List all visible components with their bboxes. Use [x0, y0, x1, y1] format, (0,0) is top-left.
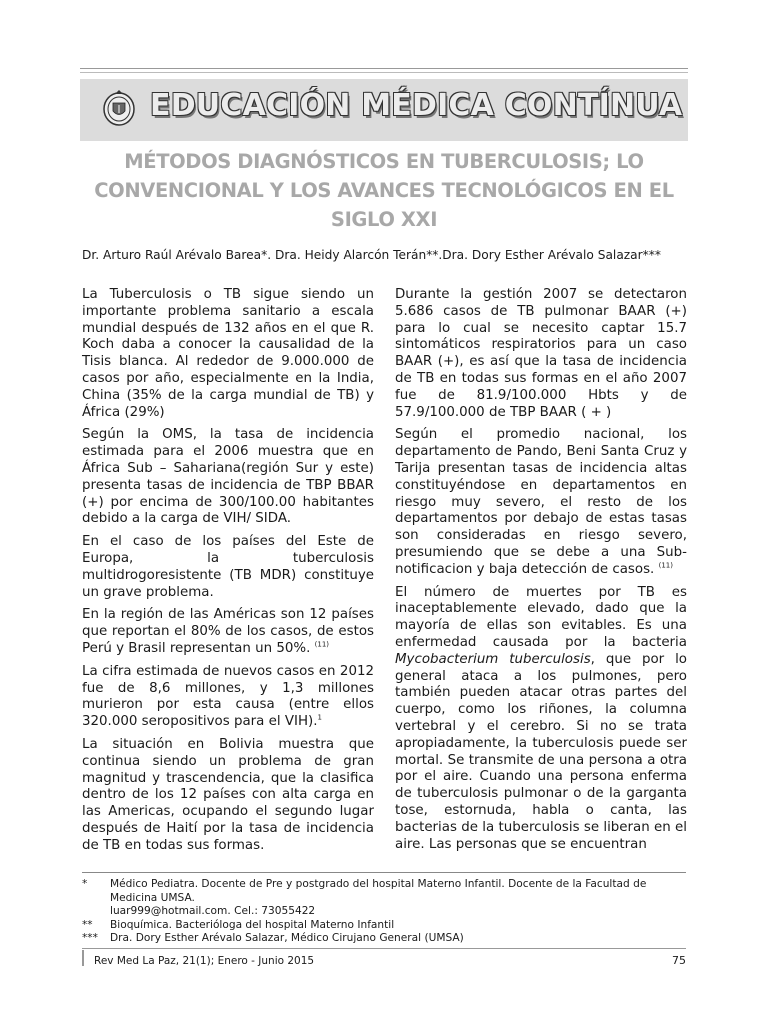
paragraph: Según el promedio nacional, los departamento de Pando, Beni Santa Cruz y Tarija presentan tasas de incidencia altas constituyéndose en departamentos en riesgo muy severo, el resto de los departamentos por debajo de estas tasas son consideradas en riesgo severo, presumiendo que se debe a una Sub-notificacion y baja detección de casos. $^{(11)}$: [395, 427, 687, 577]
paragraph: En el caso de los países del Este de Europa, la tuberculosis multidrogoresistente (TB MDR) constituye un grave problema.: [82, 534, 374, 600]
footer-bar: [82, 950, 84, 966]
university-seal-icon: [102, 89, 136, 127]
paragraph: Durante la gestión 2007 se detectaron 5.686 casos de TB pulmonar BAAR (+) para lo cual se necesito captar 15.7 sintomáticos respiratorios para un caso BAAR (+), es así que la tasa de incidencia de TB en todas sus formas en el año 2007 fue de 81.9/100.000 Hbts y de 57.9/100.000 de TBP BAAR ( + ): [395, 287, 687, 420]
footnote-rule: [82, 872, 686, 873]
citation-ref: (11): [314, 640, 330, 649]
header-rule-secondary: [80, 72, 688, 73]
paragraph: En la región de las Américas son 12 países que reportan el 80% de los casos, de estos Perú y Brasil representan un 50%. $^{(11)}$: [82, 607, 374, 656]
footnote: * Médico Pediatra. Docente de Pre y postgrado del hospital Materno Infantil. Docente de la Facultad de Medicina UMSA.: [82, 878, 647, 904]
article-title: MÉTODOS DIAGNÓSTICOS EN TUBERCULOSIS; LO CONVENCIONAL Y LOS AVANCES TECNOLÓGICOS EN EL SIGLO XXI: [94, 150, 674, 231]
paragraph: La situación en Bolivia muestra que continua siendo un problema de gran magnitud y trascendencia, que la clasifica dentro de los 12 países con alta carga en las Americas, ocupando el segundo lugar después de Haití por la tasa de incidencia de TB en todas sus formas.: [82, 736, 374, 853]
right-column: [395, 287, 687, 859]
left-column: [82, 287, 374, 861]
citation-ref: (11): [658, 561, 673, 570]
paragraph: El número de muertes por TB es inaceptablemente elevado, dado que la mayoría de ellas son evitables. Es una enfermedad causada por la bacteria Mycobacterium tuberculosis, que por lo general ataca a los pulmones, pero también pueden atacar otras partes del cuerpo, como los riñones, la columna vertebral y el cerebro. Si no se trata apropiadamente, la tuberculosis puede ser mortal. Se transmite de una persona a otra por el aire. Cuando una persona enferma de tuberculosis pulmonar o de la garganta tose, estornuda, habla o canta, las bacterias de la tuberculosis se liberan en el aire. Las personas que se encuentran: [395, 584, 687, 852]
footnote: *** Dra. Dory Esther Arévalo Salazar, Médico Cirujano General (UMSA): [82, 932, 464, 944]
citation-ref: 1: [317, 713, 322, 722]
paragraph: Según la OMS, la tasa de incidencia estimada para el 2006 muestra que en África Sub – Sahariana(región Sur y este) presenta tasas de incidencia de TBP BBAR (+) por encima de 300/100.00 habitantes debido a la carga de VIH/ SIDA.: [82, 427, 374, 527]
footnote: ** Bioquímica. Bacterióloga del hospital Materno Infantil: [82, 918, 395, 931]
authors-line: Dr. Arturo Raúl Arévalo Barea*. Dra. Heidy Alarcón Terán**.Dra. Dory Esther Arévalo Salazar***: [82, 248, 661, 262]
species-name: Mycobacterium tuberculosis: [395, 651, 591, 667]
page-number: 75: [672, 954, 686, 967]
paragraph: La Tuberculosis o TB sigue siendo un importante problema sanitario a escala mundial después de 132 años en el que R. Koch daba a conocer la causalidad de la Tisis blanca. Al rededor de 9.000.000 de casos por año, especialmente en la India, China (35% de la carga mundial de TB) y África (29%): [82, 287, 374, 420]
section-title: EDUCACIÓN MÉDICA CONTÍNUA: [150, 88, 683, 123]
footnote-email: luar999@hotmail.com. Cel.: 73055422: [110, 905, 316, 917]
footnotes: [82, 878, 690, 946]
paragraph: La cifra estimada de nuevos casos en 2012 fue de 8,6 millones, y 1,3 millones murieron por esta causa (entre ellos 320.000 seropositivos para el VIH).$^1$: [82, 663, 374, 730]
header-rule: [80, 68, 688, 69]
journal-citation: Rev Med La Paz, 21(1); Enero - Junio 2015: [94, 955, 315, 967]
footer-rule: [82, 948, 686, 949]
